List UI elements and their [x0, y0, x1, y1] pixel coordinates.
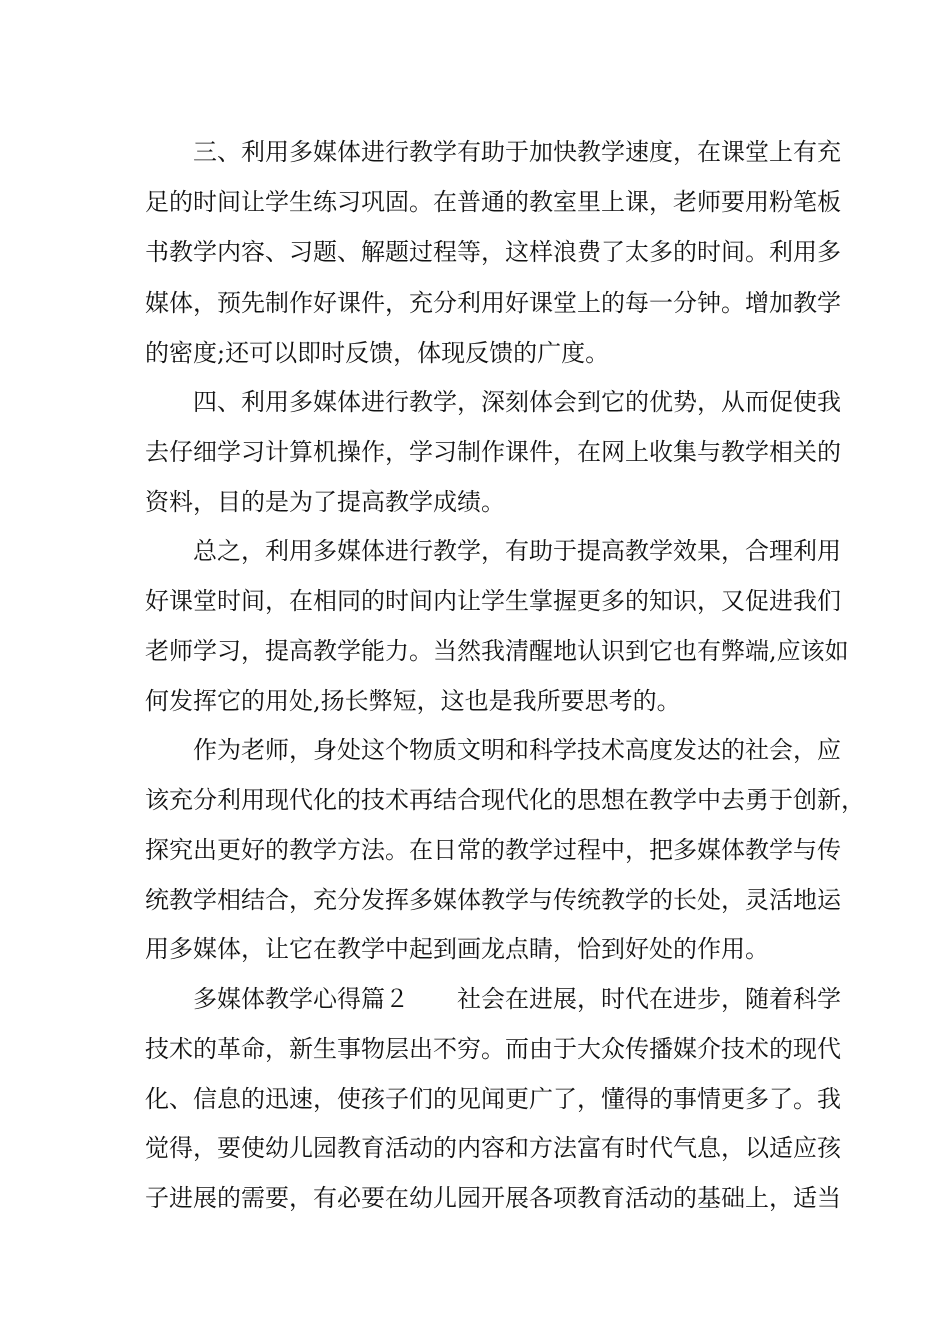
text-line: 技术的革命，新生事物层出不穷。而由于大众传播媒介技术的现代	[145, 1035, 841, 1063]
text-line: 作为老师，身处这个物质文明和科学技术高度发达的社会，应	[145, 736, 841, 764]
text-line: 老师学习，提高教学能力。当然我清醒地认识到它也有弊端,应该如	[145, 637, 849, 665]
text-line: 化、信息的迅速，使孩子们的见闻更广了，懂得的事情更多了。我	[145, 1085, 841, 1113]
text-line: 四、利用多媒体进行教学，深刻体会到它的优势，从而促使我	[145, 388, 841, 416]
text-line: 探究出更好的教学方法。在日常的教学过程中，把多媒体教学与传	[145, 836, 841, 864]
text-line: 用多媒体，让它在教学中起到画龙点睛，恰到好处的作用。	[145, 935, 769, 963]
text-line: 该充分利用现代化的技术再结合现代化的思想在教学中去勇于创新，	[145, 786, 865, 814]
text-line: 觉得，要使幼儿园教育活动的内容和方法富有时代气息，以适应孩	[145, 1134, 841, 1162]
text-line: 多媒体教学心得篇２ 社会在进展，时代在进步，随着科学	[145, 985, 841, 1013]
text-line: 资料，目的是为了提高教学成绩。	[145, 488, 505, 516]
text-line: 媒体，预先制作好课件，充分利用好课堂上的每一分钟。增加教学	[145, 289, 841, 317]
text-line: 书教学内容、习题、解题过程等，这样浪费了太多的时间。利用多	[145, 238, 841, 266]
text-line: 何发挥它的用处,扬长弊短，这也是我所要思考的。	[145, 687, 681, 715]
text-line: 的密度;还可以即时反馈，体现反馈的广度。	[145, 339, 610, 367]
text-line: 三、利用多媒体进行教学有助于加快教学速度，在课堂上有充	[145, 138, 841, 166]
text-line: 子进展的需要，有必要在幼儿园开展各项教育活动的基础上，适当	[145, 1184, 841, 1212]
text-line: 总之，利用多媒体进行教学，有助于提高教学效果，合理利用	[145, 537, 841, 565]
text-line: 统教学相结合，充分发挥多媒体教学与传统教学的长处，灵活地运	[145, 886, 841, 914]
text-line: 足的时间让学生练习巩固。在普通的教室里上课，老师要用粉笔板	[145, 188, 841, 216]
text-line: 去仔细学习计算机操作，学习制作课件，在网上收集与教学相关的	[145, 438, 841, 466]
text-line: 好课堂时间，在相同的时间内让学生掌握更多的知识，又促进我们	[145, 587, 841, 615]
